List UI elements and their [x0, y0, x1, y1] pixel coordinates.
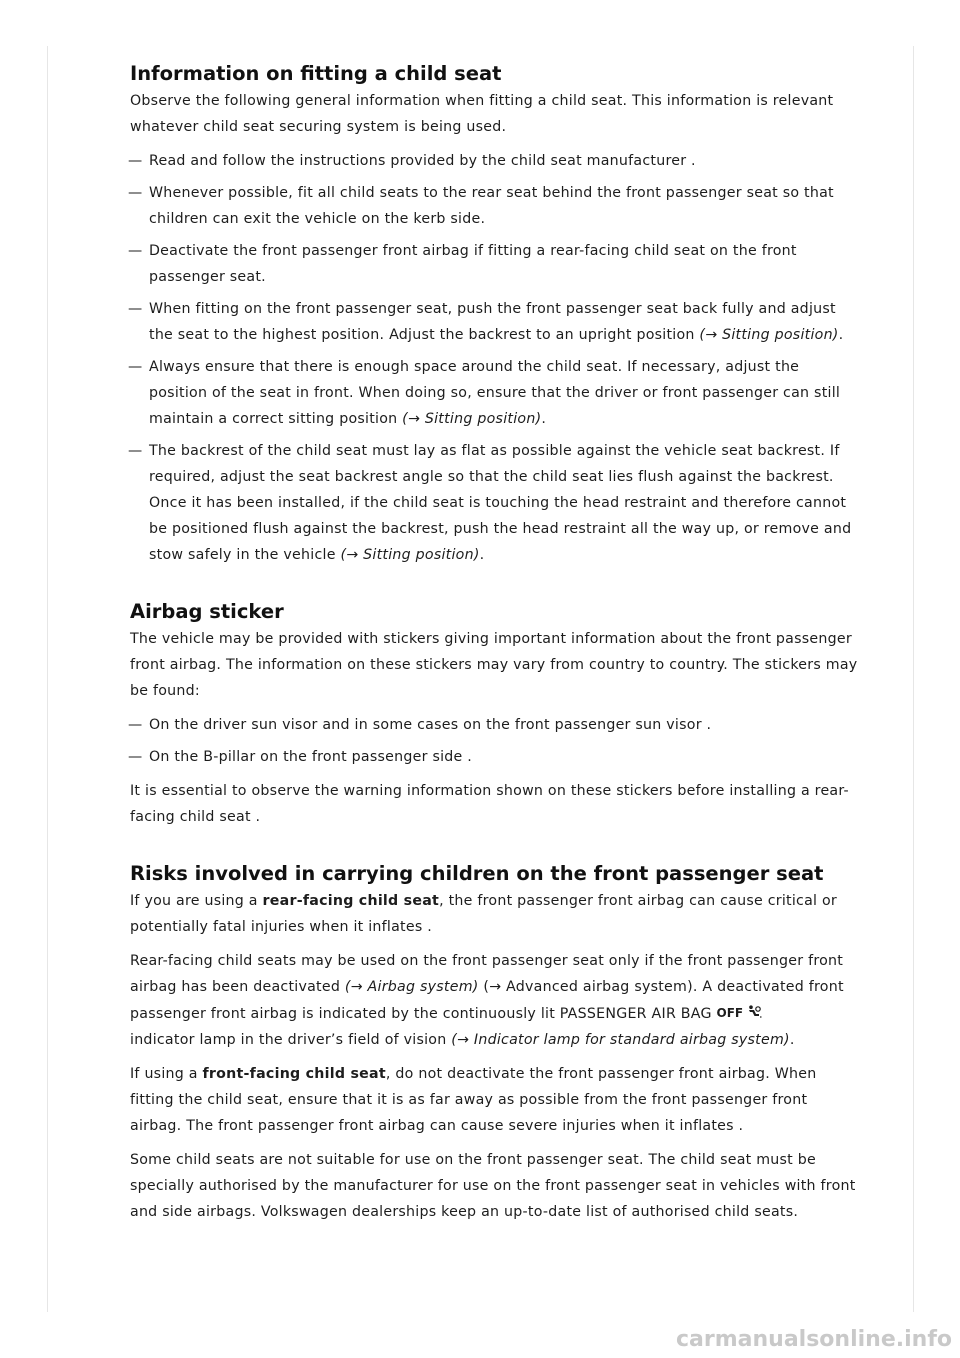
cross-reference-link[interactable]: (→ Sitting position)	[340, 547, 480, 563]
document-body	[130, 60, 858, 1233]
list-item-text: The backrest of the child seat must lay as flat as possible against the vehicle seat backrest. If required, adjust the seat backrest angle so that the child seat lies flush against the backrest. Once it has been installed, if the child seat is touching the head restraint and therefore cannot be positioned flush against the backrest, push the head restraint all the way up, or remove and stow safely in the vehicle	[149, 443, 852, 563]
list-item: — On the driver sun visor and in some cases on the front passenger sun visor .	[130, 712, 858, 738]
text-run: indicator lamp in the driver’s field of vision	[130, 1032, 447, 1048]
section-outro: It is essential to observe the warning information shown on these stickers before installing a rear-facing child seat .	[130, 783, 849, 825]
cross-reference-link[interactable]: (→ Advanced airbag system)	[483, 979, 693, 995]
cross-reference-link[interactable]: (→ Indicator lamp for standard airbag system)	[451, 1032, 790, 1048]
icon-label: OFF	[716, 1006, 744, 1020]
text-run: Rear-facing child seats may be used on the front passenger seat only if the front passenger front airbag has been deactivated	[130, 953, 844, 995]
list-item: — On the B-pillar on the front passenger side .	[130, 744, 858, 770]
emphasis-term: front-facing child seat	[202, 1066, 386, 1082]
watermark: carmanualsonline.info	[676, 1327, 952, 1352]
section-intro: The vehicle may be provided with stickers giving important information about the front passenger front airbag. The information on these stickers may vary from country to country. The stickers may be found:	[130, 631, 858, 699]
cross-reference-link[interactable]: (→ Sitting position)	[699, 327, 839, 343]
paragraph: Some child seats are not suitable for use on the front passenger seat. The child seat must be specially authorised by the manufacturer for use on the front passenger seat in vehicles with front and side airbags. Volkswagen dealerships keep an up-to-date list of authorised child seats.	[130, 1152, 856, 1220]
list-item	[130, 296, 858, 348]
list-item-end: .	[838, 327, 844, 343]
list-item-text: Always ensure that there is enough space around the child seat. If necessary, adjust the position of the seat in front. When doing so, ensure that the driver or front passenger can still maintain a correct sitting position	[149, 359, 841, 427]
section-title: Airbag sticker	[130, 600, 284, 623]
instruction-list	[130, 148, 858, 568]
section-title: Information on fitting a child seat	[130, 62, 502, 85]
paragraph	[130, 948, 858, 1053]
paragraph	[130, 1061, 858, 1139]
text-run: If using a	[130, 1066, 198, 1082]
paragraph	[130, 888, 858, 940]
cross-reference-link[interactable]: (→ Sitting position)	[402, 411, 542, 427]
text-run: If you are using a	[130, 893, 258, 909]
text-run: , the front passenger front airbag can cause critical or potentially fatal injuries when it inflates .	[130, 893, 838, 935]
section-intro: Observe the following general information when fitting a child seat. This information is relevant whatever child seat securing system is being used.	[130, 93, 834, 135]
right-page-rule	[913, 46, 914, 1312]
left-page-rule	[47, 46, 48, 1312]
list-item-end: .	[479, 547, 485, 563]
section-risks-front-seat	[130, 860, 858, 1225]
list-item: — Deactivate the front passenger front airbag if fitting a rear-facing child seat on the front passenger seat.	[130, 238, 858, 290]
section-title: Risks involved in carrying children on the front passenger seat	[130, 862, 824, 885]
text-run: .	[789, 1032, 795, 1048]
section-airbag-sticker	[130, 598, 858, 830]
list-item	[130, 354, 858, 432]
section-fitting-child-seat	[130, 60, 858, 568]
airbag-off-indicator-icon	[717, 1000, 763, 1026]
text-run: . A deactivated front passenger front airbag is indicated by the continuously lit PASSENGER AIR BAG	[130, 979, 844, 1022]
emphasis-term: rear-facing child seat	[262, 893, 440, 909]
list-item: — Whenever possible, fit all child seats to the rear seat behind the front passenger seat so that children can exit the vehicle on the kerb side.	[130, 180, 858, 232]
cross-reference-link[interactable]: (→ Airbag system)	[344, 979, 479, 995]
list-item	[130, 438, 858, 568]
list-item: — Read and follow the instructions provided by the child seat manufacturer .	[130, 148, 858, 174]
location-list	[130, 712, 858, 770]
list-item-end: .	[541, 411, 547, 427]
text-run: , do not deactivate the front passenger front airbag. When fitting the child seat, ensure that it is as far away as possible from the front passenger front airbag. The front passenger front airbag can cause severe injuries when it inflates .	[130, 1066, 817, 1134]
list-item-text: When fitting on the front passenger seat, push the front passenger seat back fully and adjust the seat to the highest position. Adjust the backrest to an upright position	[149, 301, 836, 343]
